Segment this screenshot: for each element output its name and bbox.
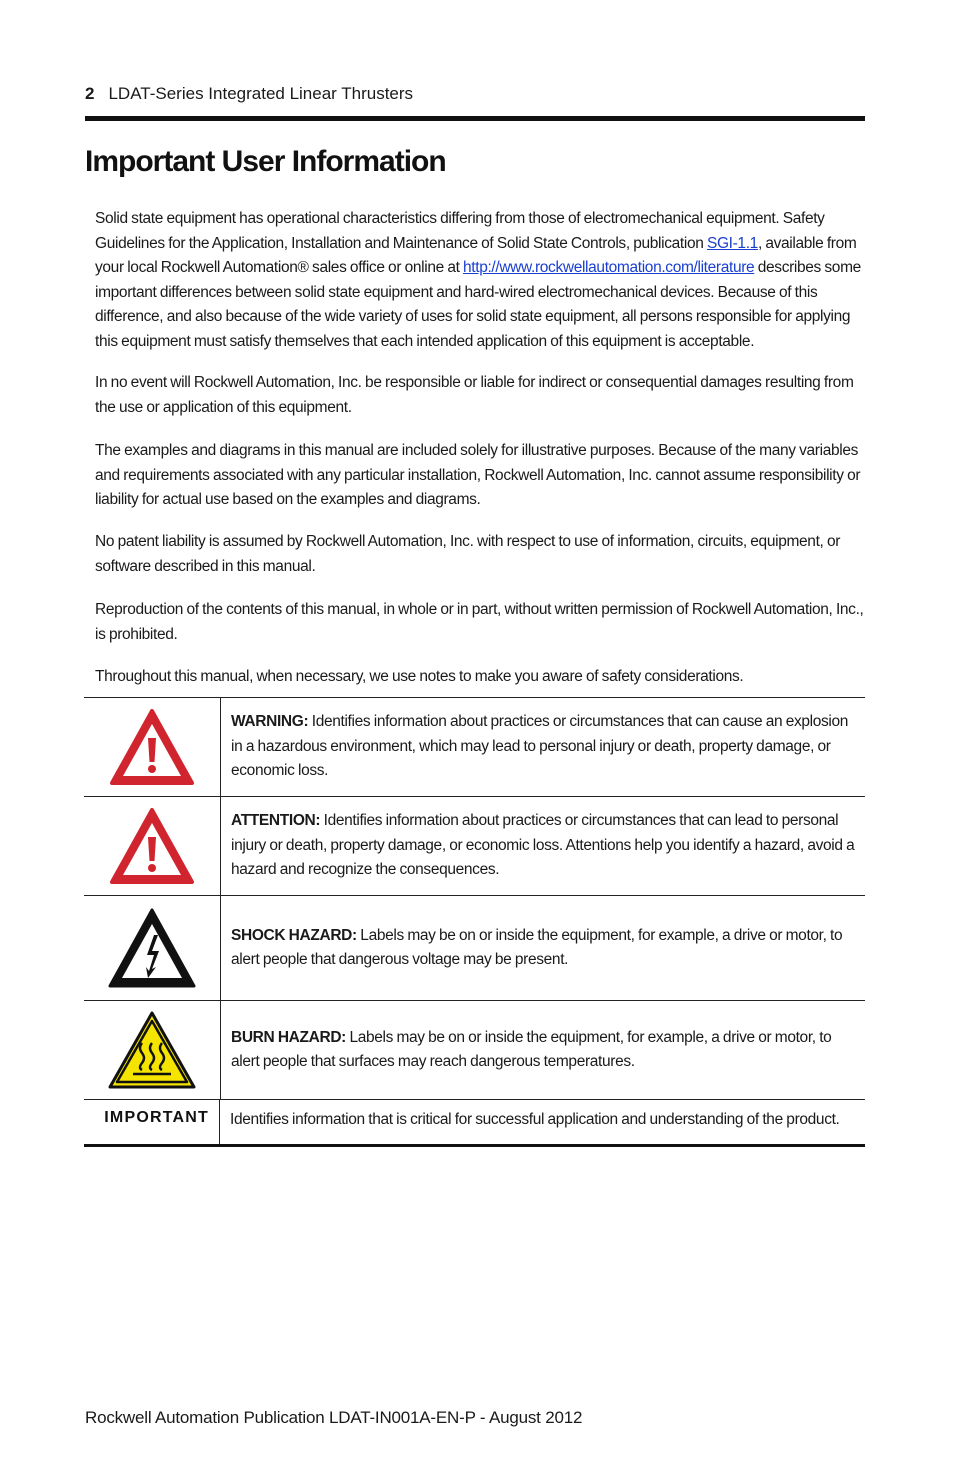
sgi-link[interactable]: SGI-1.1 (706, 234, 758, 252)
shock-hazard-text (221, 896, 865, 1000)
warning-triangle-icon (109, 708, 195, 786)
header-rule (85, 116, 865, 121)
important-label: IMPORTANT (104, 1109, 209, 1126)
shock-hazard-row (84, 895, 865, 1000)
important-row (84, 1099, 865, 1144)
warning-description: Identifies information about practices or circumstances that can cause an explosion in a hazardous environment, which may lead to personal injury or death, property damage, or economic loss. (231, 713, 849, 780)
burn-hazard-text (221, 1001, 865, 1099)
table-bottom-rule (84, 1144, 865, 1147)
important-label-cell (84, 1100, 220, 1144)
paragraph-2: In no event will Rockwell Automation, Inc. be responsible or liable for indirect or consequential damages resulting from the use or application of this equipment. (95, 374, 854, 416)
paragraph-1 (95, 207, 865, 354)
burn-hazard-icon (107, 1010, 197, 1090)
running-title: LDAT-Series Integrated Linear Thrusters (108, 84, 414, 103)
warning-row (84, 697, 865, 796)
page-number: 2 (85, 84, 95, 103)
shock-icon-cell (84, 896, 221, 1000)
publication-footer: Rockwell Automation Publication LDAT-IN001A-EN-P - August 2012 (85, 1408, 583, 1427)
burn-icon-cell (84, 1001, 221, 1099)
attention-triangle-icon (109, 807, 195, 885)
safety-notes-table (84, 697, 865, 1147)
burn-hazard-label: BURN HAZARD: (231, 1028, 346, 1046)
attention-text (221, 797, 865, 895)
attention-label: ATTENTION: (231, 812, 321, 830)
shock-hazard-description: Labels may be on or inside the equipment, for example, a drive or motor, to alert people that dangerous voltage may be present. (231, 926, 843, 968)
paragraph-3: The examples and diagrams in this manual are included solely for illustrative purposes. Because of the many variables and requirements associated with any particular installation, Rockwell Automation, Inc. cannot assume responsibility or liability for actual use based on the examples and diagrams. (95, 442, 861, 508)
attention-icon-cell (84, 797, 221, 895)
page-title: Important User Information (85, 145, 446, 178)
attention-description: Identifies information about practices or circumstances that can lead to personal injury or death, property damage, or economic loss. Attentions help you identify a hazard, avoid a hazard and recognize the consequences. (231, 812, 855, 879)
burn-hazard-row (84, 1000, 865, 1099)
important-text: Identifies information that is critical for successful application and understanding of the product. (230, 1111, 840, 1128)
literature-link[interactable]: http://www.rockwellautomation.com/literature (463, 259, 755, 276)
paragraph-6: Throughout this manual, when necessary, we use notes to make you aware of safety considerations. (95, 668, 744, 685)
running-header (85, 84, 865, 106)
paragraph-1-text-c: describes some important differences between solid state equipment and hard-wired electromechanical devices. Because of this difference, and also because of the wide variety of uses for solid state equipment, all persons responsible for applying this equipment must satisfy themselves that each intended application of this equipment is acceptable. (95, 259, 861, 350)
paragraph-1-text-a: Solid state equipment has operational characteristics differing from those of electromechanical equipment. Safety Guidelines for the Application, Installation and Maintenance of Solid State Controls, publication (95, 210, 825, 252)
shock-hazard-icon (107, 907, 197, 989)
paragraph-5: Reproduction of the contents of this manual, in whole or in part, without written permission of Rockwell Automation, Inc., is prohibited. (95, 601, 864, 643)
warning-label: WARNING: (231, 713, 309, 731)
warning-text (221, 698, 865, 796)
paragraph-4: No patent liability is assumed by Rockwell Automation, Inc. with respect to use of information, circuits, equipment, or software described in this manual. (95, 533, 841, 575)
shock-hazard-label: SHOCK HAZARD: (231, 926, 357, 944)
warning-icon-cell (84, 698, 221, 796)
paragraph-1-text-b: , available from your local Rockwell Automation® sales office or online at (95, 234, 857, 276)
burn-hazard-description: Labels may be on or inside the equipment, for example, a drive or motor, to alert people that surfaces may reach dangerous temperatures. (231, 1028, 832, 1070)
attention-row (84, 796, 865, 895)
